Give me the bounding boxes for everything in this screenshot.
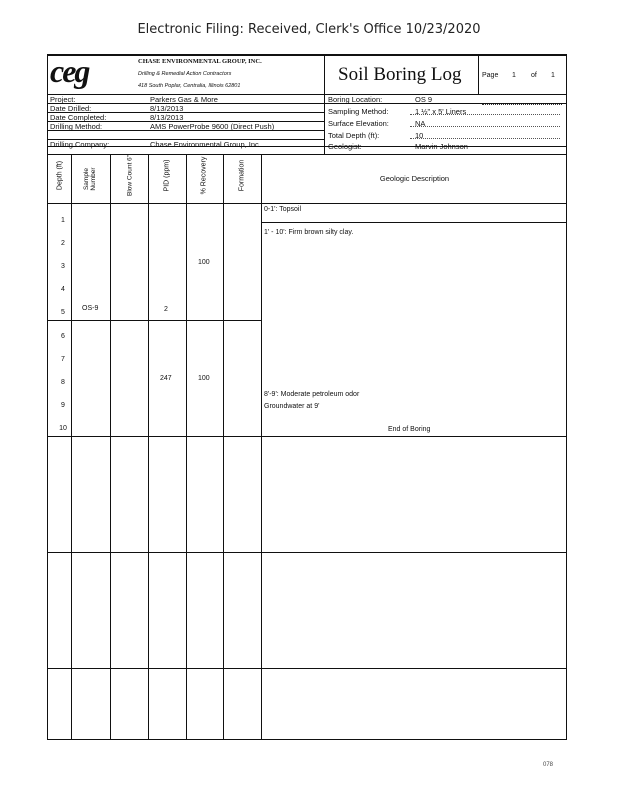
date-completed-label: Date Completed: [50, 113, 107, 122]
description-topsoil: 0-1': Topsoil [264, 206, 302, 213]
page-of-label: of [531, 72, 537, 79]
depth-2: 2 [61, 240, 65, 247]
description-silty-clay: 1' - 10': Firm brown silty clay. [264, 229, 354, 236]
drilling-company-value: Chase Environmental Group, Inc. [150, 140, 261, 149]
col-formation: Formation [238, 159, 246, 192]
drilling-method-value: AMS PowerProbe 9600 (Direct Push) [150, 122, 275, 131]
geologist-label: Geologist: [328, 142, 362, 151]
recovery-value: 100 [198, 375, 210, 382]
recovery-value: 100 [198, 259, 210, 266]
depth-7: 7 [61, 356, 65, 363]
description-groundwater: Groundwater at 9' [264, 403, 320, 410]
company-address: 418 South Poplar, Centralia, Illinois 62801 [138, 83, 241, 89]
col-sample-number: Sample Number [83, 167, 97, 191]
sampling-method-value: 1 ½" x 5' Liners [415, 107, 467, 116]
sampling-method-label: Sampling Method: [328, 107, 389, 116]
description-end-of-boring: End of Boring [388, 426, 431, 433]
date-completed-value: 8/13/2013 [150, 113, 184, 122]
boring-location-label: Boring Location: [328, 95, 383, 104]
company-tagline: Drilling & Remedial Action Contractors [138, 71, 232, 77]
pid-value: 2 [164, 306, 168, 313]
col-geologic-description: Geologic Description [379, 174, 450, 183]
date-drilled-value: 8/13/2013 [150, 104, 184, 113]
depth-3: 3 [61, 263, 65, 270]
page-number: 1 [512, 72, 516, 79]
page-mark: 078 [543, 762, 554, 768]
sample-number: OS-9 [82, 305, 99, 312]
date-drilled-label: Date Drilled: [50, 104, 92, 113]
depth-4: 4 [61, 286, 65, 293]
surface-elevation-label: Surface Elevation: [328, 119, 389, 128]
project-value: Parkers Gas & More [150, 95, 218, 104]
page-total: 1 [551, 72, 555, 79]
drilling-company-label: Drilling Company: [50, 140, 110, 149]
depth-1: 1 [61, 217, 65, 224]
col-blow-count: Blow Count 6" [126, 155, 134, 196]
project-label: Project: [50, 95, 76, 104]
depth-9: 9 [61, 402, 65, 409]
filing-stamp: Electronic Filing: Received, Clerk's Office 10/23/2020 [137, 22, 481, 37]
depth-10: 10 [59, 425, 67, 432]
total-depth-value: 10 [415, 131, 424, 140]
depth-5: 5 [61, 309, 65, 316]
col-depth: Depth (ft) [56, 160, 64, 191]
col-recovery: % Recovery [200, 156, 208, 195]
form-title: Soil Boring Log [338, 64, 462, 85]
pid-value: 247 [160, 375, 172, 382]
surface-elevation-value: NA [415, 119, 426, 128]
depth-8: 8 [61, 379, 65, 386]
company-name: CHASE ENVIRONMENTAL GROUP, INC. [138, 58, 262, 65]
boring-location-value: OS 9 [415, 95, 433, 104]
col-pid: PID (ppm) [163, 159, 171, 192]
geologist-value: Marvin Johnson [415, 142, 468, 151]
page-label: Page [482, 72, 499, 79]
company-logo: ceg [50, 53, 89, 89]
depth-6: 6 [61, 333, 65, 340]
description-petroleum-odor: 8'-9': Moderate petroleum odor [264, 391, 360, 398]
total-depth-label: Total Depth (ft): [328, 131, 380, 140]
drilling-method-label: Drilling Method: [50, 122, 103, 131]
